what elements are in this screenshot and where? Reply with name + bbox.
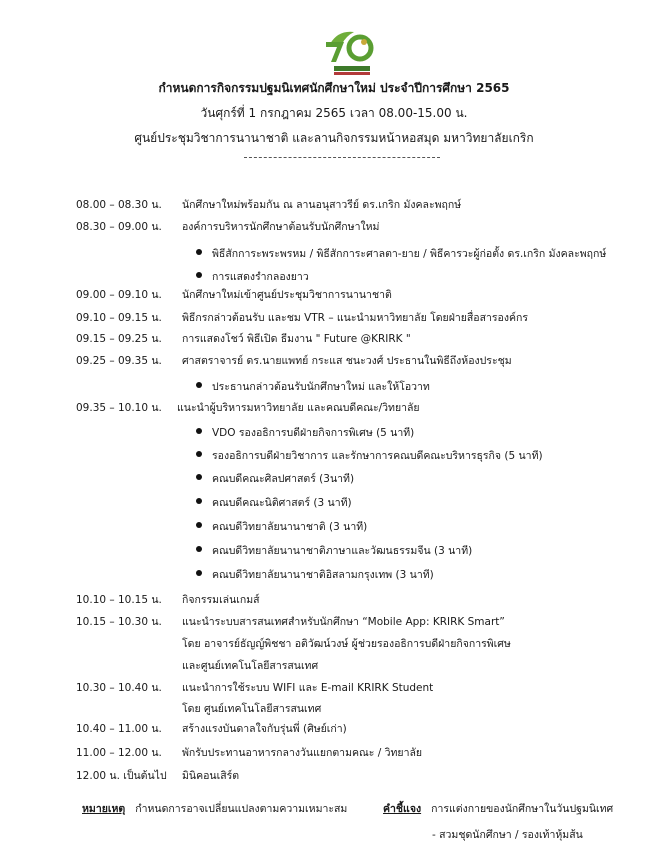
schedule-desc: พักรับประทานอาหารกลางวันแยกตามคณะ / วิทยาลัย — [182, 747, 423, 759]
schedule-time: 11.00 – 12.00 น. — [76, 747, 162, 759]
schedule-bullet — [212, 470, 354, 487]
schedule-bullet — [212, 542, 472, 559]
schedule-time: 08.00 – 08.30 น. — [76, 199, 162, 211]
event-date: วันศุกร์ที่ 1 กรกฎาคม 2565 เวลา 08.00-15.00 น. — [200, 106, 468, 120]
bullet-dot-icon — [196, 382, 202, 388]
footer-note — [82, 800, 347, 817]
schedule-bullet-row — [0, 518, 668, 534]
schedule-time: 10.40 – 11.00 น. — [76, 723, 162, 735]
schedule-desc: แนะนำระบบสารสนเทศสำหรับนักศึกษา “Mobile App: KRIRK Smart” — [182, 616, 505, 628]
schedule-bullet — [212, 268, 309, 285]
schedule-time: 09.10 – 09.15 น. — [76, 312, 162, 324]
bullet-dot-icon — [196, 428, 202, 434]
schedule-time: 09.15 – 09.25 น. — [76, 333, 162, 345]
bullet-dot-icon — [196, 570, 202, 576]
schedule-desc: โดย ศูนย์เทคโนโลยีสารสนเทศ — [182, 703, 322, 715]
schedule-bullet-row — [0, 245, 668, 261]
bullet-text: รองอธิการบดีฝ่ายวิชาการ และรักษาการคณบดีคณะบริหารธุรกิจ (5 นาที) — [212, 450, 543, 462]
bullet-dot-icon — [196, 474, 202, 480]
footer-explain — [383, 800, 613, 817]
schedule-bullet-row — [0, 494, 668, 510]
schedule-bullet — [212, 518, 367, 535]
schedule-bullet — [212, 378, 430, 395]
bullet-dot-icon — [196, 522, 202, 528]
schedule-desc: แนะนำการใช้ระบบ WIFI และ E-mail KRIRK Student — [182, 682, 434, 694]
schedule-row — [0, 679, 668, 695]
schedule-row — [0, 399, 668, 415]
event-venue: ศูนย์ประชุมวิชาการนานาชาติ และลานกิจกรรมหน้าหอสมุด มหาวิทยาลัยเกริก — [134, 131, 534, 145]
schedule-bullet-row — [0, 542, 668, 558]
university-logo — [324, 28, 378, 78]
schedule-row — [0, 657, 668, 673]
schedule-bullet — [212, 245, 606, 262]
bullet-text: คณบดีคณะนิติศาสตร์ (3 นาที) — [212, 497, 352, 509]
bullet-text: คณบดีวิทยาลัยนานาชาติภาษาและวัฒนธรรมจีน (3 นาที) — [212, 545, 473, 557]
schedule-row — [0, 218, 668, 234]
schedule-row — [0, 352, 668, 368]
schedule-desc: มินิคอนเสิร์ต — [182, 770, 240, 782]
schedule-time: 12.00 น. เป็นต้นไป — [76, 770, 167, 782]
schedule-desc: กิจกรรมเล่นเกมส์ — [182, 594, 260, 606]
schedule-row — [0, 700, 668, 716]
bullet-dot-icon — [196, 451, 202, 457]
schedule-time: 08.30 – 09.00 น. — [76, 221, 162, 233]
bullet-dot-icon — [196, 498, 202, 504]
schedule-bullet-row — [0, 424, 668, 440]
schedule-desc: การแสดงโชว์ พิธีเปิด ธีมงาน " Future @KRIRK " — [182, 333, 411, 345]
schedule-row — [0, 196, 668, 212]
explain-label: คำชี้แจง — [383, 803, 422, 815]
schedule-time: 10.15 – 10.30 น. — [76, 616, 162, 628]
schedule-bullet — [212, 494, 352, 511]
bullet-text: คณบดีวิทยาลัยนานาชาติอิสลามกรุงเทพ (3 นาที) — [212, 569, 434, 581]
explain-item: - สวมชุดนักศึกษา / รองเท้าหุ้มส้น — [432, 829, 583, 841]
schedule-bullet-row — [0, 447, 668, 463]
schedule-row — [0, 767, 668, 783]
schedule-time: 10.30 – 10.40 น. — [76, 682, 162, 694]
title-divider — [244, 157, 440, 158]
bullet-text: การแสดงรำกลองยาว — [212, 271, 309, 283]
bullet-text: พิธีสักการะพระพรหม / พิธีสักการะศาลตา-ยาย / พิธีคารวะผู้ก่อตั้ง ดร.เกริก มังคละพฤกษ์ — [212, 248, 607, 260]
schedule-time: 09.25 – 09.35 น. — [76, 355, 162, 367]
schedule-time: 10.10 – 10.15 น. — [76, 594, 162, 606]
schedule-row — [0, 286, 668, 302]
bullet-dot-icon — [196, 272, 202, 278]
schedule-time: 09.00 – 09.10 น. — [76, 289, 162, 301]
bullet-text: คณบดีวิทยาลัยนานาชาติ (3 นาที) — [212, 521, 368, 533]
schedule-row — [0, 635, 668, 651]
schedule-time: 09.35 – 10.10 น. — [76, 402, 162, 414]
note-text: กำหนดการอาจเปลี่ยนแปลงตามความเหมาะสม — [135, 803, 348, 815]
schedule-desc: แนะนำผู้บริหารมหาวิทยาลัย และคณบดีคณะ/วิทยาลัย — [177, 402, 420, 414]
bullet-dot-icon — [196, 249, 202, 255]
schedule-bullet — [212, 566, 434, 583]
schedule-row — [0, 613, 668, 629]
schedule-desc: พิธีกรกล่าวต้อนรับ และชม VTR – แนะนำมหาวิทยาลัย โดยฝ่ายสื่อสารองค์กร — [182, 312, 529, 324]
schedule-desc: สร้างแรงบันดาลใจกับรุ่นพี่ (ศิษย์เก่า) — [182, 723, 347, 735]
bullet-text: VDO รองอธิการบดีฝ่ายกิจการพิเศษ (5 นาที) — [212, 427, 415, 439]
schedule-desc: ศาสตราจารย์ ดร.นายแพทย์ กระแส ชนะวงศ์ ประธานในพิธีถึงห้องประชุม — [182, 355, 512, 367]
schedule-bullet — [212, 424, 414, 441]
schedule-row — [0, 744, 668, 760]
schedule-row — [0, 720, 668, 736]
schedule-bullet-row — [0, 470, 668, 486]
page-title: กำหนดการกิจกรรมปฐมนิเทศนักศึกษาใหม่ ประจำปีการศึกษา 2565 — [158, 81, 510, 95]
schedule-desc: และศูนย์เทคโนโลยีสารสนเทศ — [182, 660, 319, 672]
schedule-row — [0, 309, 668, 325]
schedule-bullet-row — [0, 566, 668, 582]
schedule-desc: โดย อาจารย์ธัญญ์พิชชา อติวัฒน์วงษ์ ผู้ช่วยรองอธิการบดีฝ่ายกิจการพิเศษ — [182, 638, 511, 650]
schedule-bullet-row — [0, 378, 668, 394]
schedule-row — [0, 591, 668, 607]
schedule-desc: นักศึกษาใหม่เข้าศูนย์ประชุมวิชาการนานาชาติ — [182, 289, 392, 301]
explain-text: การแต่งกายของนักศึกษาในวันปฐมนิเทศ — [431, 803, 614, 815]
schedule-bullet — [212, 447, 543, 464]
schedule-desc: องค์การบริหารนักศึกษาต้อนรับนักศึกษาใหม่ — [182, 221, 380, 233]
schedule-bullet-row — [0, 268, 668, 284]
bullet-text: คณบดีคณะศิลปศาสตร์ (3นาที) — [212, 473, 355, 485]
schedule-row — [0, 330, 668, 346]
schedule-desc: นักศึกษาใหม่พร้อมกัน ณ ลานอนุสาวรีย์ ดร.เกริก มังคละพฤกษ์ — [182, 199, 462, 211]
note-label: หมายเหตุ — [82, 803, 126, 815]
bullet-text: ประธานกล่าวต้อนรับนักศึกษาใหม่ และให้โอวาท — [212, 381, 430, 393]
bullet-dot-icon — [196, 546, 202, 552]
